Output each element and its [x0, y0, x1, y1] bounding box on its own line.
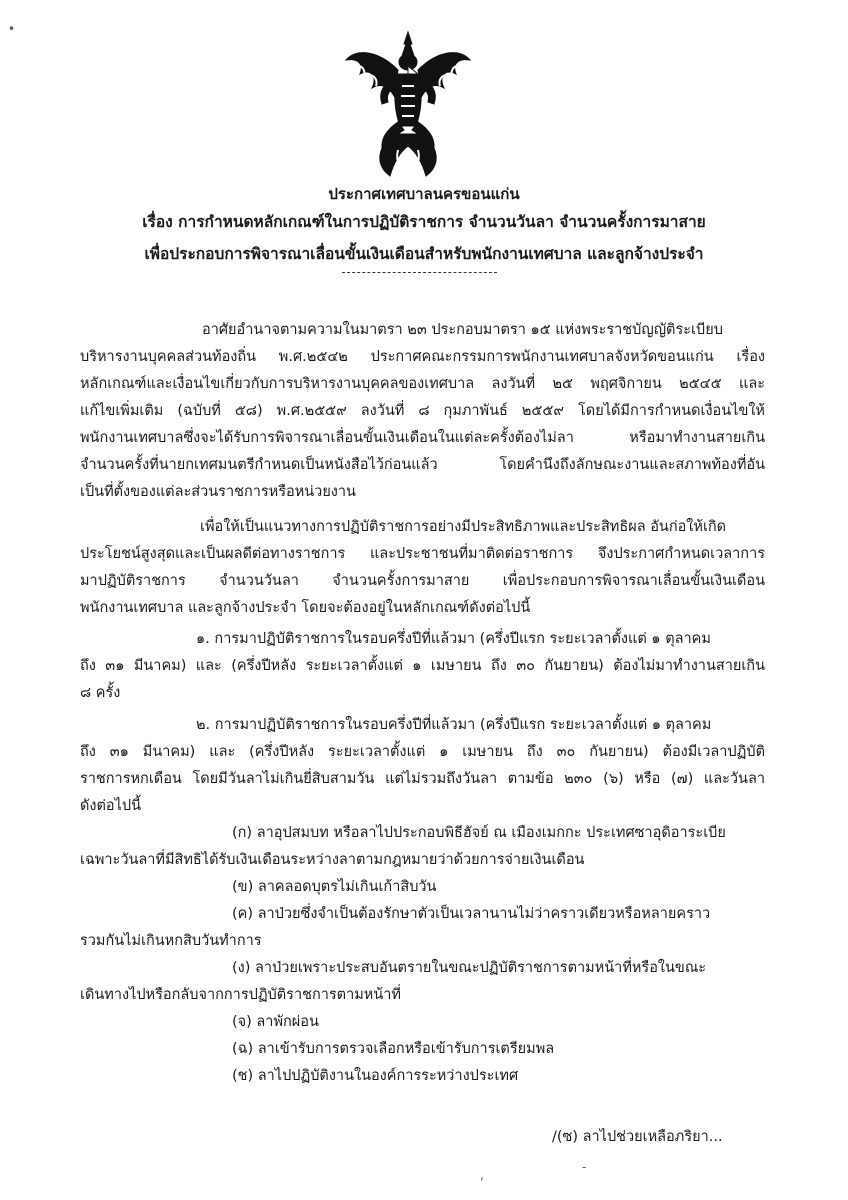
subitem-ko-line-2: เฉพาะวันลาที่มีสิทธิได้รับเงินเดือนระหว่างลาตามกฎหมายว่าด้วยการจ่ายเงินเดือน: [80, 852, 585, 868]
scan-speck: •: [8, 22, 16, 36]
item2-line-3: ราชการหกเดือน โดยมีวันลาไม่เกินยี่สิบสามวัน แต่ไม่รวมถึงวันลา ตามข้อ ๒๓๐ (๖) หรือ (๗) และวันลา: [80, 771, 765, 787]
para1-line-5: พนักงานเทศบาลซึ่งจะได้รับการพิจารณาเลื่อนขั้นเงินเดือนในแต่ละครั้งต้องไม่ลา หรือมาทำงานสายเกิน: [80, 430, 765, 446]
item1-line-3: ๘ ครั้ง: [80, 685, 121, 701]
para1-line-4: แก้ไขเพิ่มเติม (ฉบับที่ ๕๘) พ.ศ.๒๕๕๙ ลงวันที่ ๘ กุมภาพันธ์ ๒๕๕๙ โดยได้มีการกำหนดเงื่อนไขให้: [80, 403, 765, 419]
subject-line-1: เรื่อง การกำหนดหลักเกณฑ์ในการปฏิบัติราชการ จำนวนวันลา จำนวนครั้งการมาสาย: [142, 213, 706, 231]
para1-line-3: หลักเกณฑ์และเงื่อนไขเกี่ยวกับการบริหารงานบุคคลของเทศบาล ลงวันที่ ๒๕ พฤศจิกายน ๒๕๔๕ และ: [80, 376, 765, 392]
subitem-cho-chang: (ช) ลาไปปฏิบัติงานในองค์การระหว่างประเทศ: [232, 1068, 519, 1084]
item2-line-1: ๒. การมาปฏิบัติราชการในรอบครึ่งปีที่แล้วมา (ครึ่งปีแรก ระยะเวลาตั้งแต่ ๑ ตุลาคม: [196, 717, 712, 733]
garuda-emblem-icon: [338, 30, 478, 180]
item1-line-1: ๑. การมาปฏิบัติราชการในรอบครึ่งปีที่แล้วมา (ครึ่งปีแรก ระยะเวลาตั้งแต่ ๑ ตุลาคม: [196, 631, 711, 647]
subitem-ngo-line-2: เดินทางไปหรือกลับจากการปฏิบัติราชการตามหน้าที่: [80, 987, 401, 1003]
para2-line-2: ประโยชน์สูงสุดและเป็นผลดีต่อทางราชการ และประชาชนที่มาติดต่อราชการ จึงประกาศกำหนดเวลาการ: [80, 546, 765, 562]
subitem-kho-kho-line-2: รวมกันไม่เกินหกสิบวันทำการ: [80, 933, 262, 949]
item1-line-2: ถึง ๓๑ มีนาคม) และ (ครึ่งปีหลัง ระยะเวลาตั้งแต่ ๑ เมษายน ถึง ๓๐ กันยายน) ต้องไม่มาทำงานสายเกิน: [80, 658, 765, 674]
subject-line-2: เพื่อประกอบการพิจารณาเลื่อนขั้นเงินเดือนสำหรับพนักงานเทศบาล และลูกจ้างประจำ: [144, 245, 704, 263]
subitem-ko-line-1: (ก) ลาอุปสมบท หรือลาไปประกอบพิธีฮัจย์ ณ เมืองเมกกะ ประเทศซาอุดิอาระเบีย: [232, 825, 726, 841]
scan-speck: -: [582, 1160, 587, 1174]
announcement-title: ประกาศเทศบาลนครขอนแก่น: [328, 185, 520, 203]
scan-speck: ,: [480, 1168, 484, 1182]
header-divider: [342, 272, 497, 273]
para2-line-4: พนักงานเทศบาล และลูกจ้างประจำ โดยจะต้องอยู่ในหลักเกณฑ์ดังต่อไปนี้: [80, 600, 531, 616]
para2-line-1: เพื่อให้เป็นแนวทางการปฏิบัติราชการอย่างมีประสิทธิภาพและประสิทธิผล อันก่อให้เกิด: [200, 519, 727, 535]
subitem-ngo-line-1: (ง) ลาป่วยเพราะประสบอันตรายในขณะปฏิบัติราชการตามหน้าที่หรือในขณะ: [232, 960, 707, 976]
para2-line-3: มาปฏิบัติราชการ จำนวนวันลา จำนวนครั้งการมาสาย เพื่อประกอบการพิจารณาเลื่อนขั้นเงินเดือน: [80, 573, 765, 589]
item2-line-2: ถึง ๓๑ มีนาคม) และ (ครึ่งปีหลัง ระยะเวลาตั้งแต่ ๑ เมษายน ถึง ๓๐ กันยายน) ต้องมีเวลาปฏิบัติ: [80, 744, 765, 760]
para1-line-6: จำนวนครั้งที่นายกเทศมนตรีกำหนดเป็นหนังสือไว้ก่อนแล้ว โดยคำนึงถึงลักษณะงานและสภาพท้องที่อัน: [80, 457, 765, 473]
subitem-cho: (จ) ลาพักผ่อน: [232, 1014, 319, 1030]
para1-line-2: บริหารงานบุคคลส่วนท้องถิ่น พ.ศ.๒๕๔๒ ประกาศคณะกรรมการพนักงานเทศบาลจังหวัดขอนแก่น เรื่อง: [80, 349, 765, 365]
continuation-text: /(ซ) ลาไปช่วยเหลือภริยา...: [552, 1129, 723, 1145]
subitem-chi: (ฉ) ลาเข้ารับการตรวจเลือกหรือเข้ารับการเตรียมพล: [232, 1041, 555, 1057]
subitem-kho-kho-line-1: (ค) ลาป่วยซึ่งจำเป็นต้องรักษาตัวเป็นเวลานานไม่ว่าคราวเดียวหรือหลายคราว: [232, 906, 711, 922]
para1-line-1: อาศัยอำนาจตามความในมาตรา ๒๓ ประกอบมาตรา ๑๕ แห่งพระราชบัญญัติระเบียบ: [202, 322, 723, 338]
item2-line-4: ดังต่อไปนี้: [80, 798, 142, 814]
para1-line-7: เป็นที่ตั้งของแต่ละส่วนราชการหรือหน่วยงาน: [80, 484, 356, 500]
subitem-kho: (ข) ลาคลอดบุตรไม่เกินเก้าสิบวัน: [232, 879, 437, 895]
